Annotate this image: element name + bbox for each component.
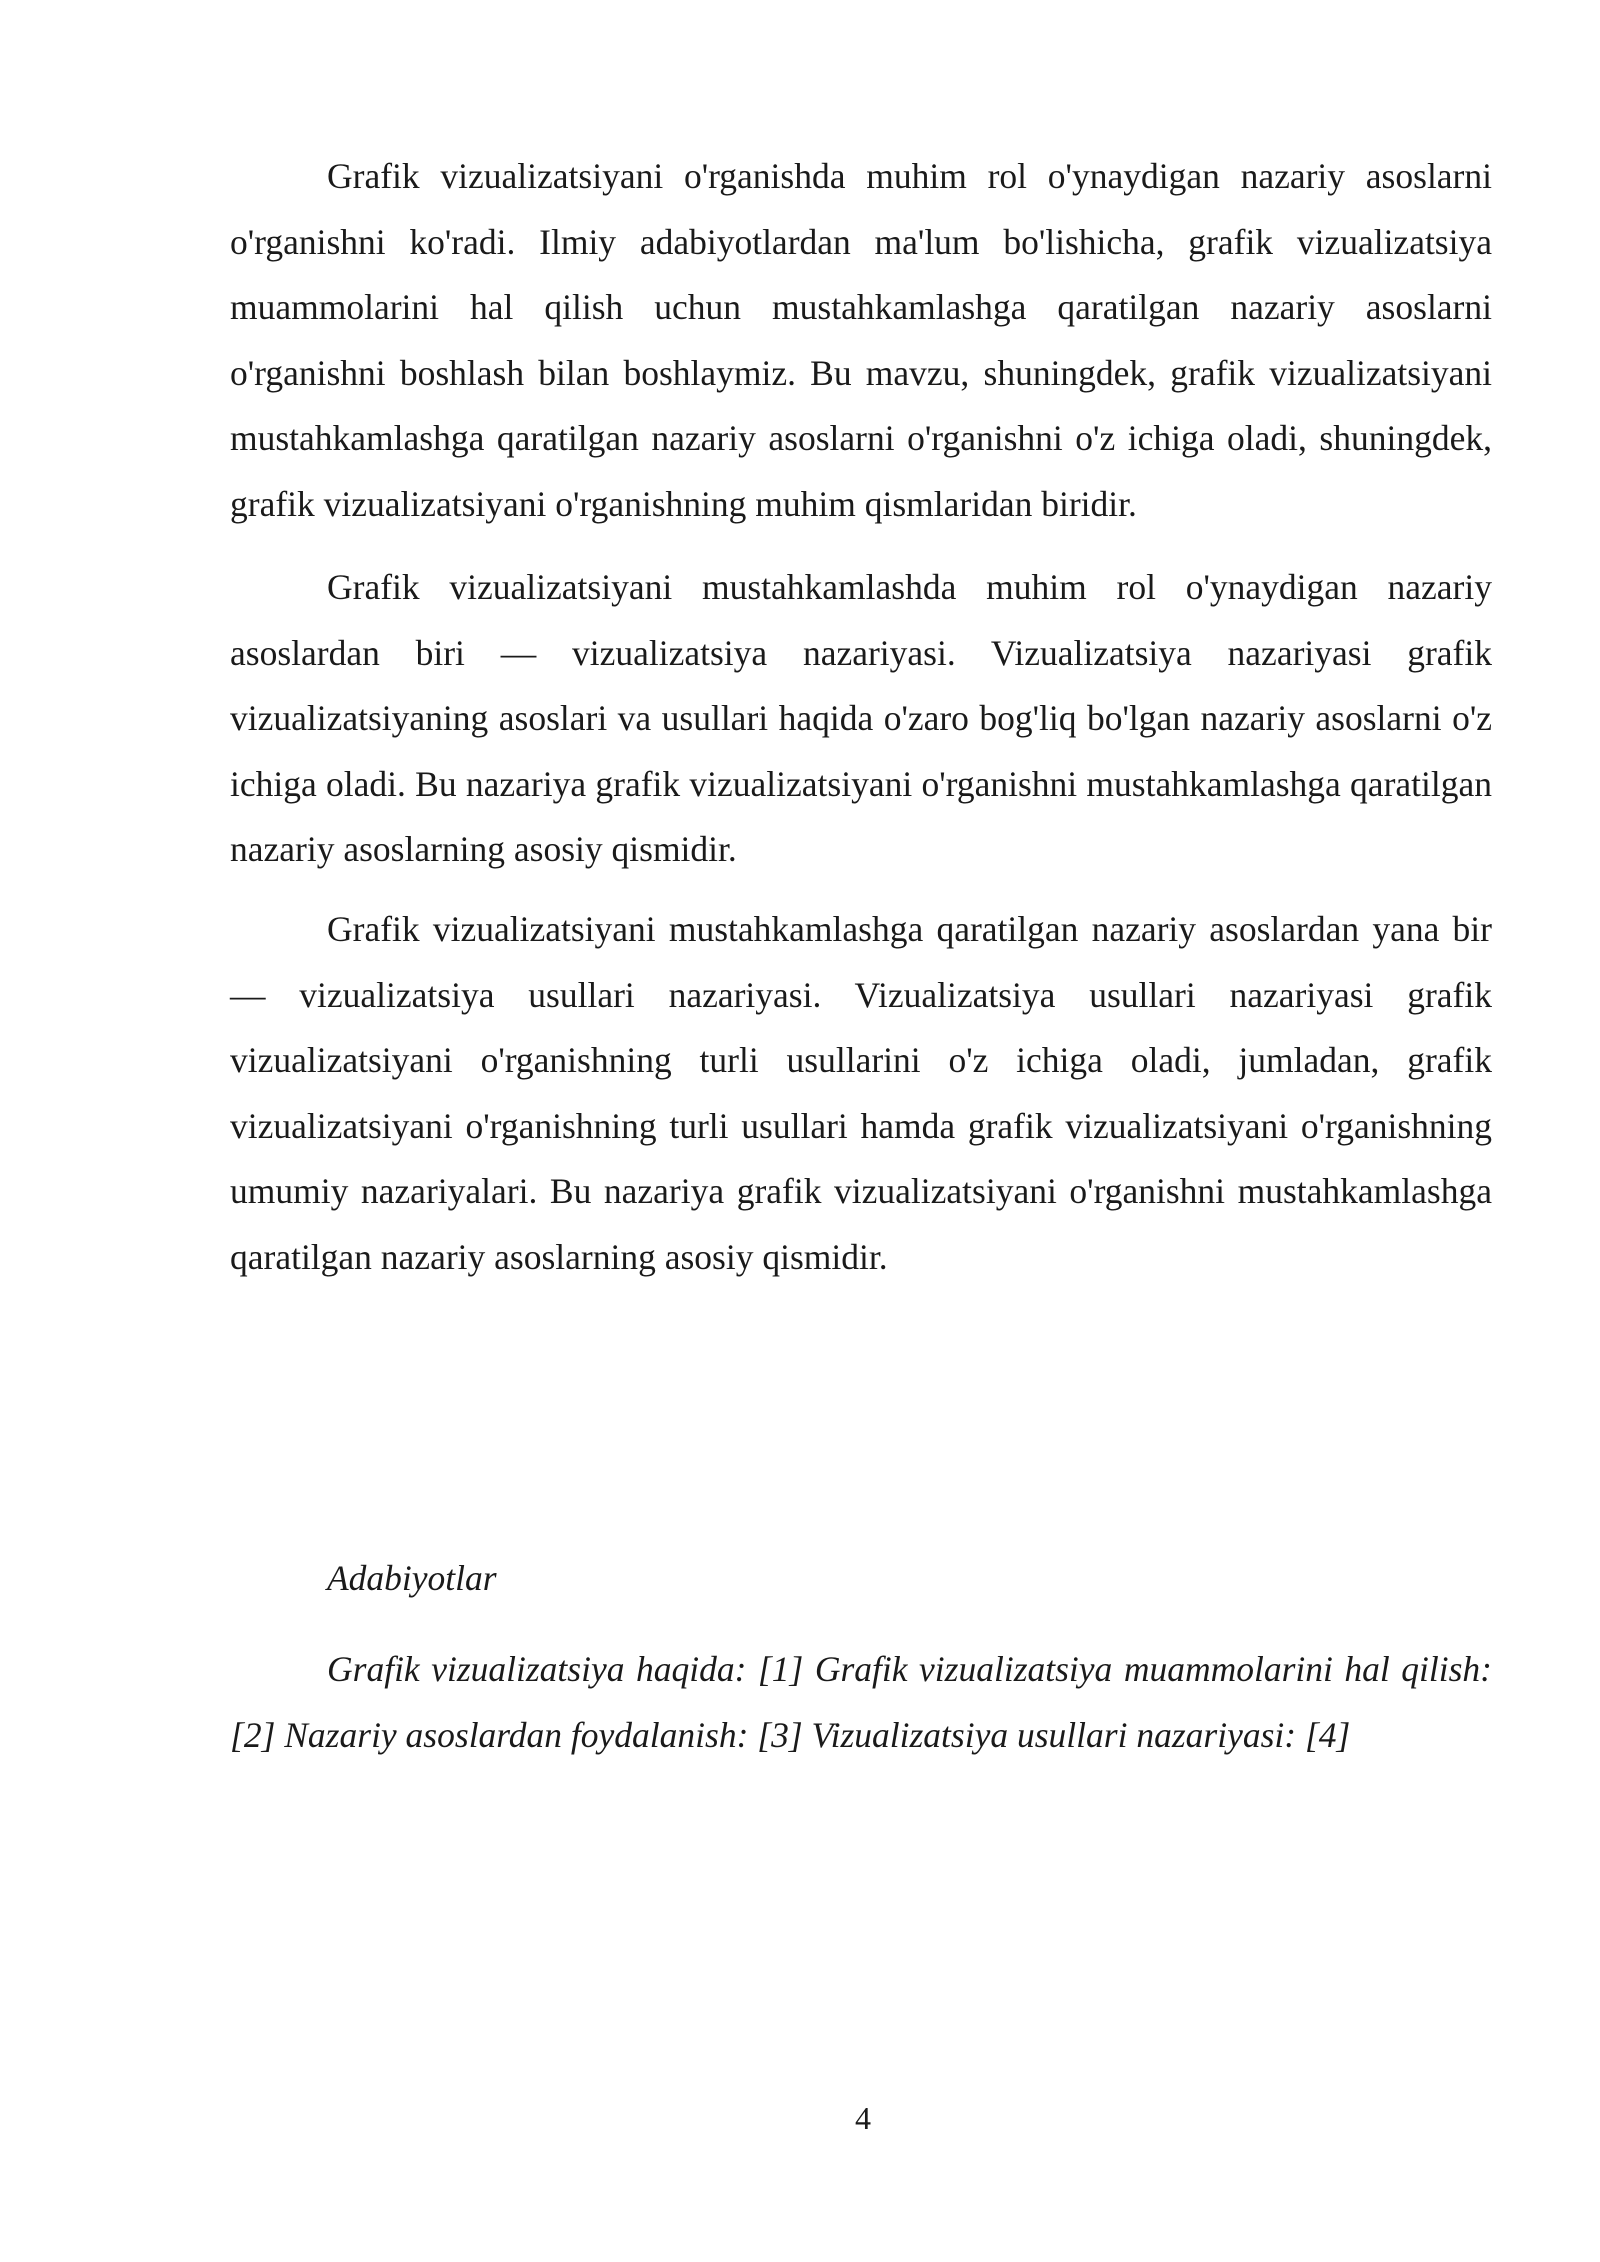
body-paragraph-1: Grafik vizualizatsiyani o'rganishda muhim rol o'ynaydigan nazariy asoslarni o'rganishni ko'radi. Ilmiy adabiyotlardan ma'lum bo'lishicha, grafik vizualizatsiya muammolarini hal qilish uchun mustahkamlashga qaratilgan nazariy asoslarni o'rganishni boshlash bilan boshlaymiz. Bu mavzu, shuningdek, grafik vizualizatsiyani mustahkamlashga qaratilgan nazariy asoslarni o'rganishni o'z ichiga oladi, shuningdek, grafik vizualizatsiyani o'rganishning muhim qismlaridan biridir. (230, 156, 1492, 524)
references-heading: Adabiyotlar (327, 1558, 497, 1598)
body-paragraph-3: Grafik vizualizatsiyani mustahkamlashga qaratilgan nazariy asoslardan yana bir — vizualizatsiya usullari nazariyasi. Vizualizatsiya usullari nazariyasi grafik vizualizatsiyani o'rganishning turli usullarini o'z ichiga oladi, jumladan, grafik vizualizatsiyani o'rganishning turli usullari hamda grafik vizualizatsiyani o'rganishning umumiy nazariyalari. Bu nazariya grafik vizualizatsiyani o'rganishni mustahkamlashga qaratilgan nazariy asoslarning asosiy qismidir. (230, 909, 1492, 1277)
references-list: Grafik vizualizatsiya haqida: [1] Grafik vizualizatsiya muammolarini hal qilish: [2] Nazariy asoslardan foydalanish: [3] Vizualizatsiya usullari nazariyasi: [4] (230, 1649, 1492, 1755)
page-number: 4 (855, 2100, 871, 2136)
body-paragraph-2: Grafik vizualizatsiyani mustahkamlashda muhim rol o'ynaydigan nazariy asoslardan biri — vizualizatsiya nazariyasi. Vizualizatsiya nazariyasi grafik vizualizatsiyaning asoslari va usullari haqida o'zaro bog'liq bo'lgan nazariy asoslarni o'z ichiga oladi. Bu nazariya grafik vizualizatsiyani o'rganishni mustahkamlashga qaratilgan nazariy asoslarning asosiy qismidir. (230, 567, 1492, 869)
